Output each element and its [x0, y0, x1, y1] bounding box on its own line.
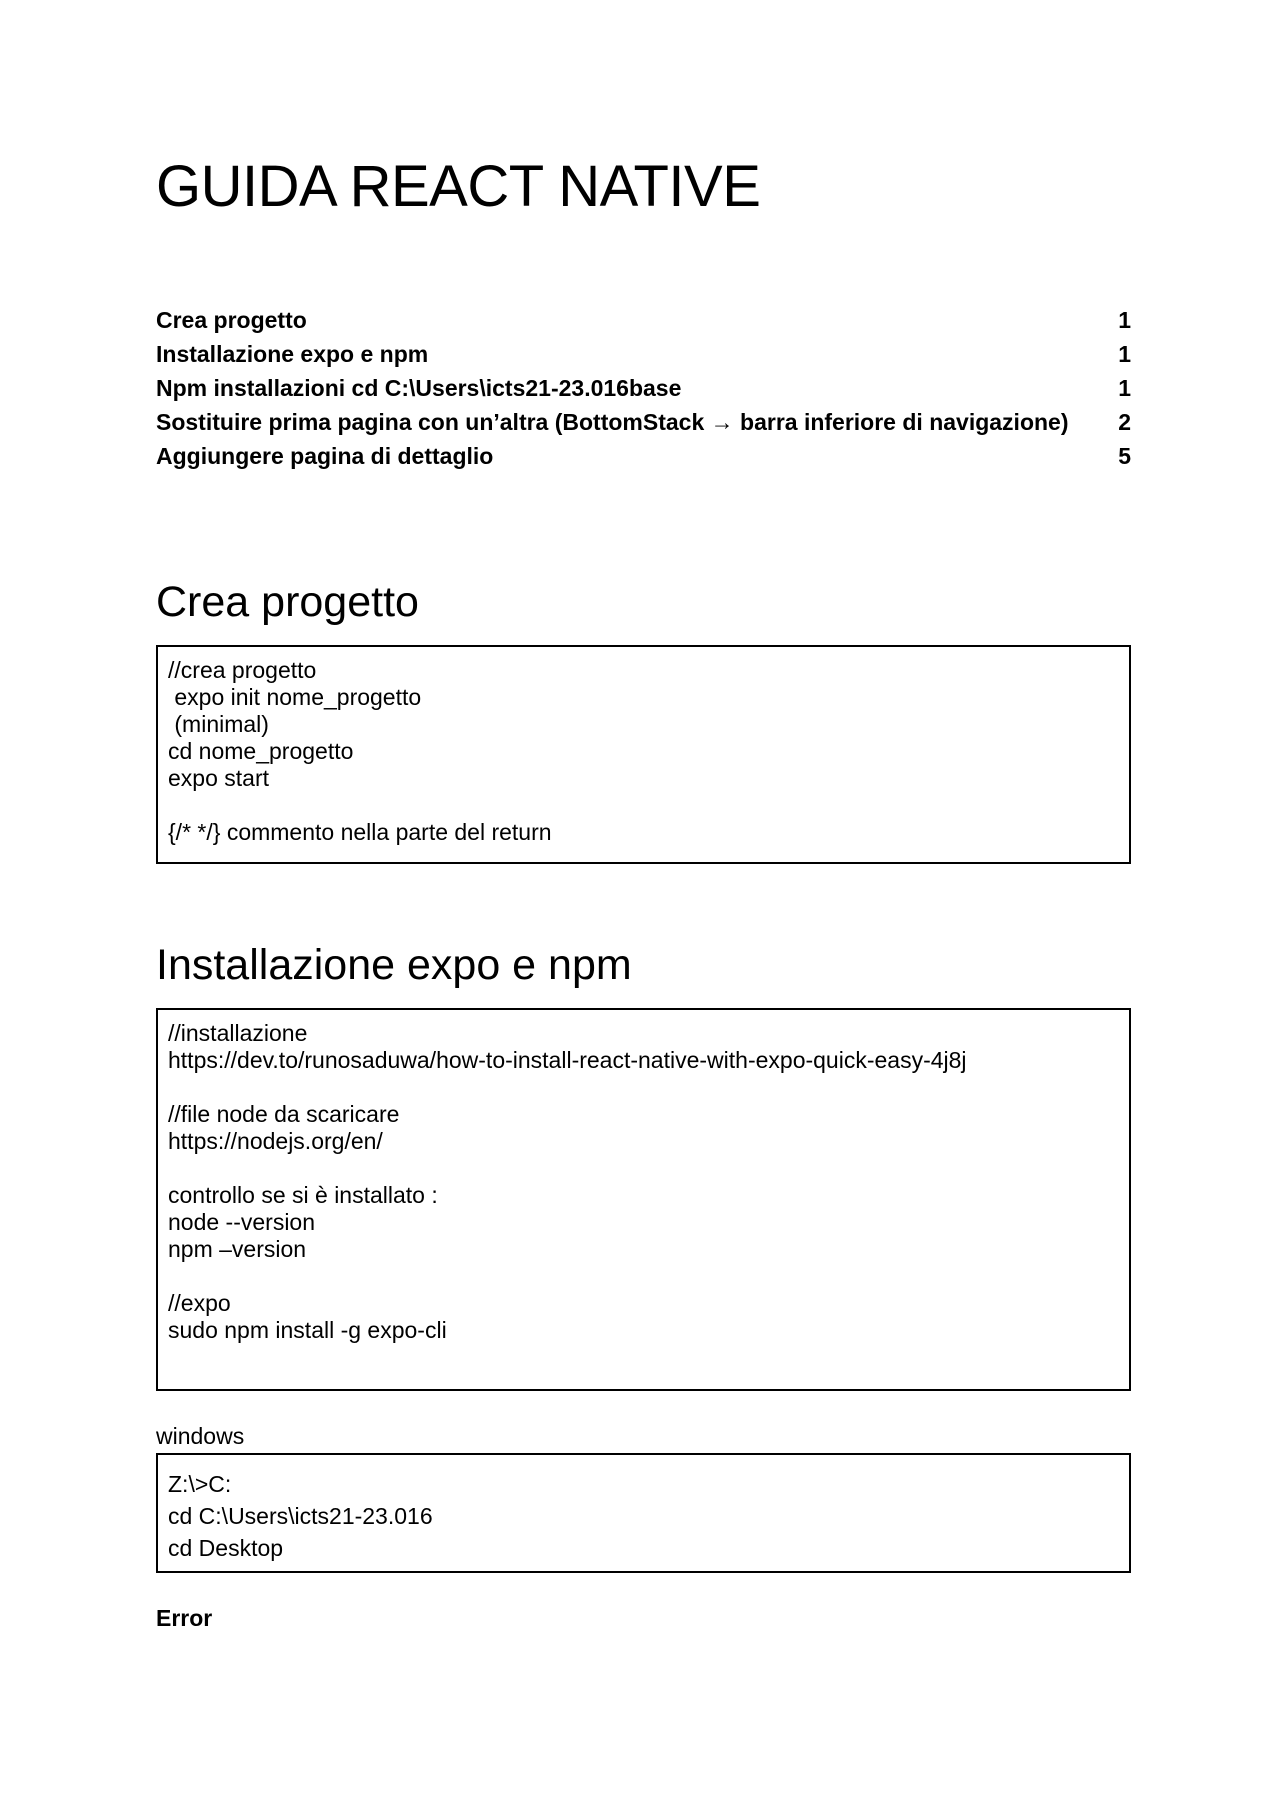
code-line: cd nome_progetto	[168, 738, 354, 764]
code-box-installazione	[156, 1008, 1131, 1391]
code-spacer	[168, 792, 1119, 819]
toc-entry-page: 1	[1118, 375, 1131, 401]
code-spacer	[168, 1155, 1119, 1182]
code-line: expo start	[168, 765, 269, 791]
toc-entry-label: Aggiungere pagina di dettaglio	[156, 443, 494, 469]
toc-entry[interactable]	[156, 337, 1131, 371]
install-guide-link[interactable]: https://dev.to/runosaduwa/how-to-install-react-native-with-expo-quick-easy-4j8j	[168, 1047, 967, 1073]
toc-entry-page: 1	[1118, 341, 1131, 367]
toc-entry[interactable]	[156, 303, 1131, 337]
code-line: (minimal)	[168, 711, 269, 737]
code-line: Z:\>C:	[168, 1471, 232, 1497]
section-title-installazione: Installazione expo e npm	[156, 941, 632, 989]
code-line: //installazione	[168, 1020, 308, 1046]
toc-entry-label: Crea progetto	[156, 307, 307, 333]
code-line: cd C:\Users\icts21-23.016	[168, 1503, 433, 1529]
code-spacer	[168, 1074, 1119, 1101]
toc-entry-page: 5	[1118, 443, 1131, 469]
document-title: GUIDA REACT NATIVE	[156, 154, 761, 219]
code-line: npm –version	[168, 1236, 307, 1262]
table-of-contents	[156, 303, 1131, 473]
section-title-crea-progetto: Crea progetto	[156, 578, 419, 626]
code-line: controllo se si è installato :	[168, 1182, 438, 1208]
code-box-windows	[156, 1453, 1131, 1573]
toc-entry[interactable]	[156, 405, 1131, 439]
code-box-crea-progetto	[156, 645, 1131, 864]
code-line: //crea progetto	[168, 657, 317, 683]
code-line: expo init nome_progetto	[168, 684, 422, 710]
toc-entry[interactable]	[156, 371, 1131, 405]
code-line: cd Desktop	[168, 1535, 284, 1561]
code-line: //expo	[168, 1290, 231, 1316]
toc-entry-label: Sostituire prima pagina con un’altra (BottomStack → barra inferiore di navigazione)	[156, 409, 1069, 435]
toc-entry-page: 2	[1118, 409, 1131, 435]
toc-entry[interactable]	[156, 439, 1131, 473]
code-line: sudo npm install -g expo-cli	[168, 1317, 447, 1343]
code-line: {/* */} commento nella parte del return	[168, 819, 552, 845]
toc-entry-page: 1	[1118, 307, 1131, 333]
code-line: //file node da scaricare	[168, 1101, 400, 1127]
windows-label: windows	[156, 1423, 245, 1449]
code-line: node --version	[168, 1209, 316, 1235]
nodejs-link[interactable]: https://nodejs.org/en/	[168, 1128, 383, 1154]
toc-entry-label: Installazione expo e npm	[156, 341, 429, 367]
code-spacer	[168, 1263, 1119, 1290]
toc-entry-label: Npm installazioni cd C:\Users\icts21-23.016base	[156, 375, 682, 401]
error-label: Error	[156, 1605, 213, 1631]
